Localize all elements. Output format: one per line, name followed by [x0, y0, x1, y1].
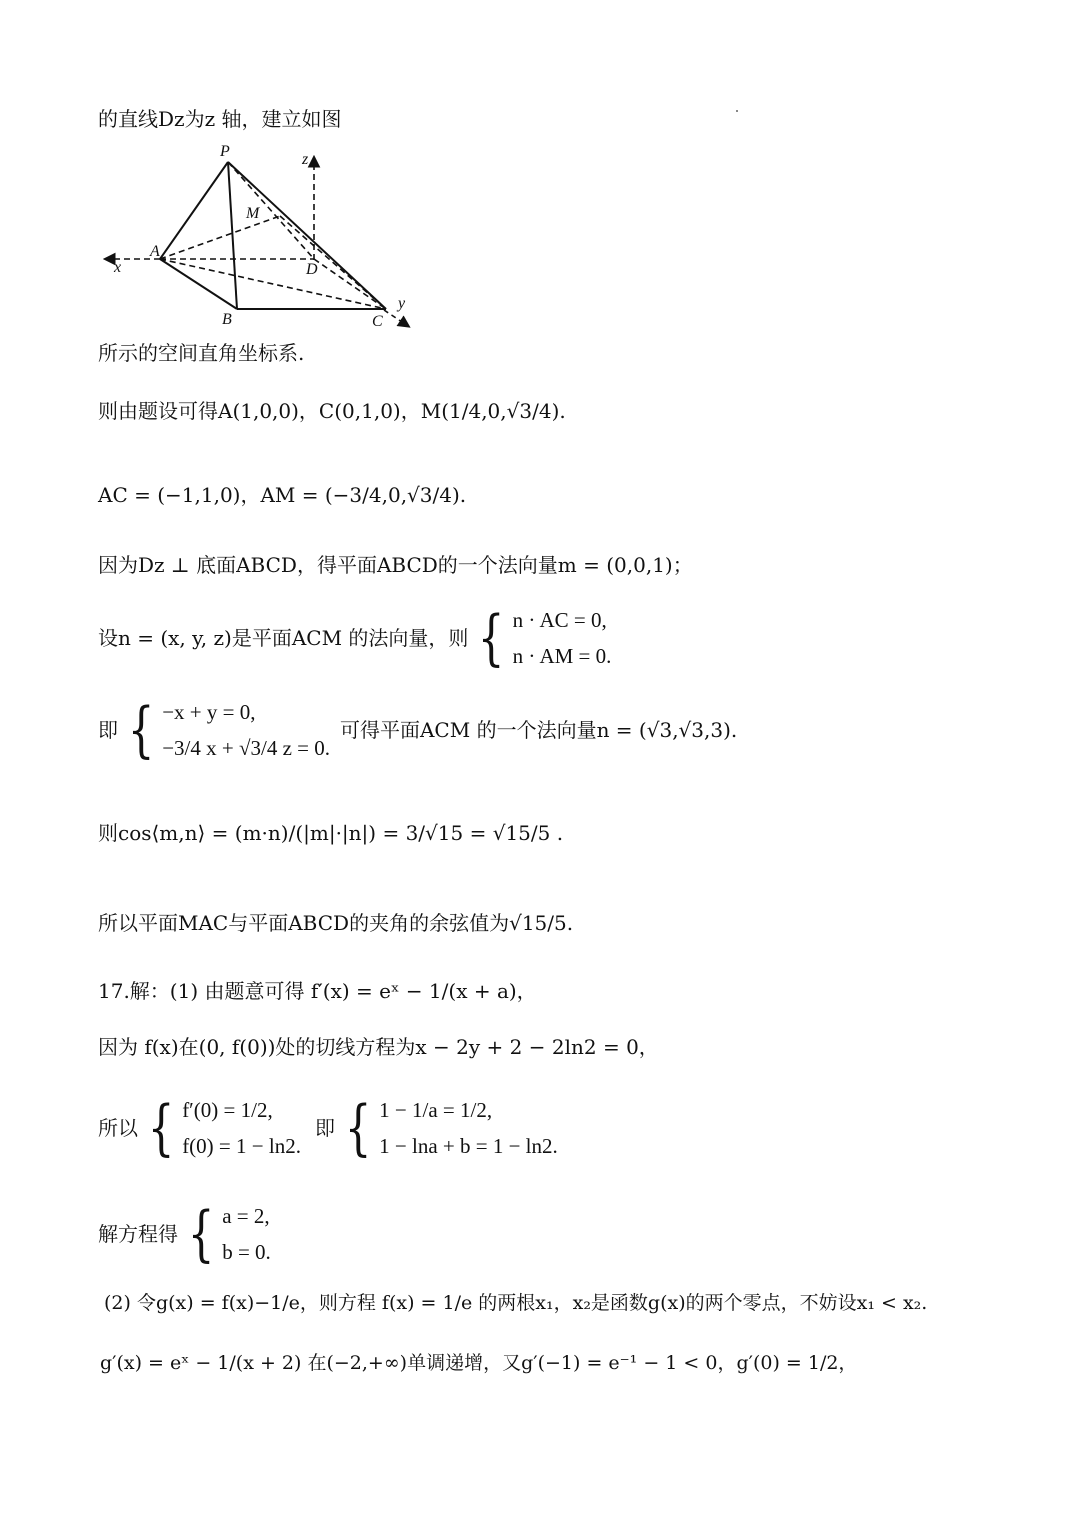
text-line-1 [98, 106, 341, 132]
line-14-text: (2) 令g(x) = f(x)−1/e，则方程 f(x) = 1/e 的两根x₁，x₂是函数g(x)的两个零点，不妨设x₁ < x₂. [104, 1292, 928, 1314]
line-2-text: 所示的空间直角坐标系. [98, 341, 305, 365]
text-line-6 [98, 602, 611, 674]
text-line-3 [98, 398, 566, 424]
line-7-prefix: 即 [98, 718, 118, 742]
line-11-text: 因为 f(x)在(0, f(0))处的切线方程为x − 2y + 2 − 2ln2 = 0， [98, 1035, 659, 1059]
label-z: z [302, 151, 309, 168]
line-13-prefix: 解方程得 [98, 1222, 178, 1246]
edge-AB [160, 259, 237, 309]
system-sol-row-1: a = 2, [222, 1204, 270, 1228]
system-ab-row-1: 1 − 1/a = 1/2, [379, 1098, 493, 1122]
label-M: M [246, 205, 260, 222]
system-eq-row-1: −x + y = 0, [162, 700, 256, 724]
edge-PC [228, 162, 386, 309]
line-5-text: 因为Dz ⊥ 底面ABCD，得平面ABCD的一个法向量m = (0,0,1)； [98, 553, 693, 577]
system-n-row-2: n · AM = 0. [512, 644, 612, 668]
system-f-row-2: f(0) = 1 − ln2. [182, 1134, 301, 1158]
pyramid-figure [98, 142, 418, 334]
system-solution [182, 1198, 271, 1270]
edge-AM [160, 216, 280, 259]
text-line-10 [98, 978, 537, 1004]
text-line-8 [98, 820, 563, 846]
text-line-7 [98, 694, 737, 766]
edge-PA [160, 162, 228, 259]
brace: { [344, 1093, 372, 1163]
label-P: P [220, 143, 230, 160]
text-line-12 [98, 1092, 558, 1164]
text-line-9 [98, 910, 573, 936]
scan-speck [736, 110, 738, 112]
brace: { [478, 603, 505, 673]
line-15-text: g′(x) = eˣ − 1/(x + 2) 在(−2,+∞)单调递增，又g′(−1) = e⁻¹ − 1 < 0，g′(0) = 1/2， [100, 1352, 858, 1374]
label-C: C [372, 313, 383, 330]
text-line-4 [98, 482, 466, 508]
line-8-text: 则cos⟨m,n⟩ = (m·n)/(|m|·|n|) = 3/√15 = √15/5 . [98, 821, 564, 845]
system-ab [339, 1092, 558, 1164]
label-A: A [150, 243, 160, 260]
system-equations [122, 694, 330, 766]
label-x: x [114, 259, 122, 276]
system-n-row-1: n · AC = 0, [512, 608, 607, 632]
system-f-row-1: f′(0) = 1/2, [182, 1098, 273, 1122]
brace: { [147, 1093, 175, 1163]
text-line-11 [98, 1034, 659, 1060]
text-line-2 [98, 340, 304, 366]
line-1-text: 的直线Dz为z 轴，建立如图 [98, 107, 342, 131]
text-line-13 [98, 1198, 271, 1270]
line-12-prefix: 所以 [98, 1116, 138, 1140]
line-7-result: 可得平面ACM 的一个法向量n = (√3,√3,3). [339, 718, 738, 742]
system-n [472, 602, 611, 674]
label-y: y [398, 295, 406, 312]
label-B: B [222, 311, 232, 328]
line-4-text: AC = (−1,1,0)，AM = (−3/4,0,√3/4). [98, 483, 467, 507]
y-axis [384, 310, 408, 326]
edge-AC [160, 259, 386, 309]
system-ab-row-2: 1 − lna + b = 1 − ln2. [379, 1134, 558, 1158]
system-sol-row-2: b = 0. [222, 1240, 271, 1264]
text-line-5 [98, 552, 693, 578]
system-eq-row-2: −3/4 x + √3/4 z = 0. [162, 736, 330, 760]
brace: { [187, 1199, 215, 1269]
edge-PB [228, 162, 237, 309]
brace: { [127, 695, 155, 765]
edge-PD [228, 162, 314, 259]
label-D: D [306, 261, 318, 278]
line-9-text: 所以平面MAC与平面ABCD的夹角的余弦值为√15/5. [98, 911, 574, 935]
line-10-text: 17.解：(1) 由题意可得 f′(x) = eˣ − 1/(x + a)， [98, 979, 537, 1003]
line-6-text: 设n = (x, y, z)是平面ACM 的法向量，则 [98, 626, 469, 650]
line-3-text: 则由题设可得A(1,0,0)，C(0,1,0)，M(1/4,0,√3/4). [98, 399, 566, 423]
text-line-14 [104, 1290, 927, 1316]
system-fprime [142, 1092, 301, 1164]
line-12-mid: 即 [314, 1116, 335, 1140]
text-line-15 [100, 1350, 857, 1376]
